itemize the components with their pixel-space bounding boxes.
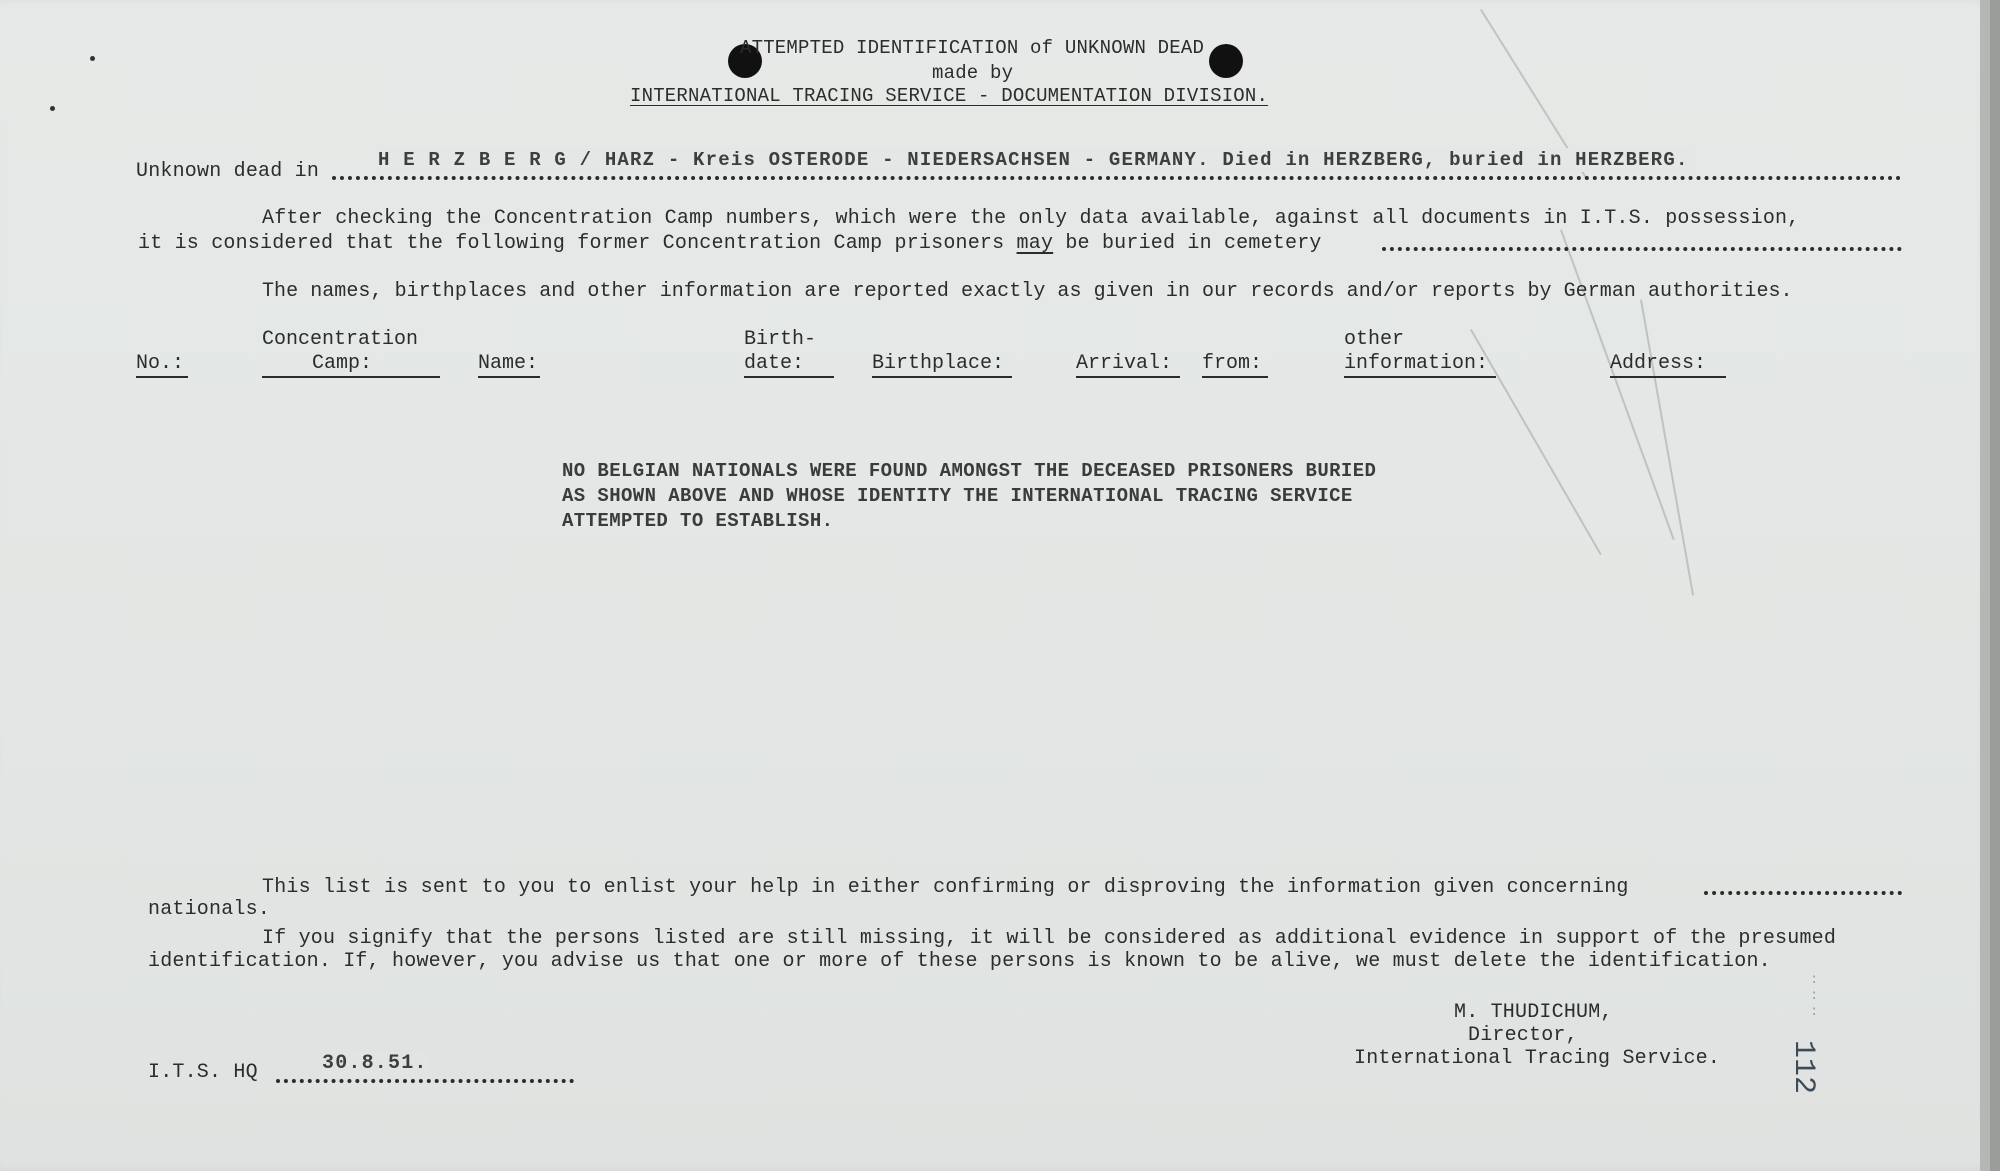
signature-organization: International Tracing Service. <box>1354 1047 1721 1070</box>
sheet-edge <box>1980 0 1990 1171</box>
paragraph-checking-text-a: it is considered that the following former Concentration Camp prisoners <box>138 232 1017 255</box>
unknown-dead-dotted-line <box>332 172 1902 180</box>
column-header-camp-bottom: Camp: <box>312 352 373 375</box>
doc-title-organization: INTERNATIONAL TRACING SERVICE - DOCUMENTATION DIVISION. <box>630 85 1269 107</box>
unknown-dead-location: H E R Z B E R G / HARZ - Kreis OSTERODE - NIEDERSACHSEN - GERMANY. Died in HERZBERG, buried in HERZBERG. <box>378 149 1689 171</box>
column-underline-from <box>1202 376 1268 378</box>
notice-line-1: NO BELGIAN NATIONALS WERE FOUND AMONGST THE DECEASED PRISONERS BURIED <box>562 460 1377 482</box>
paper-speck <box>90 56 95 61</box>
column-underline-arrival <box>1076 376 1180 378</box>
paper-crack <box>1560 229 1675 540</box>
column-header-birthdate-top: Birth- <box>744 328 817 351</box>
column-header-birthdate-bottom: date: <box>744 352 805 375</box>
doc-title: ATTEMPTED IDENTIFICATION of UNKNOWN DEAD <box>740 37 1205 59</box>
page-number-stamp: 112 <box>1786 1040 1820 1095</box>
column-header-other-top: other <box>1344 328 1405 351</box>
column-underline-birthdate <box>744 376 834 378</box>
signature-title: Director, <box>1468 1024 1578 1047</box>
paragraph-checking-line2 <box>138 232 1322 256</box>
column-header-from: from: <box>1202 352 1263 375</box>
closing-line-4: identification. If, however, you advise us that one or more of these persons is known to be alive, we must delete the identification. <box>148 950 1771 973</box>
unknown-dead-label: Unknown dead in <box>136 160 320 183</box>
column-header-camp-top: Concentration <box>262 328 419 351</box>
column-header-arrival: Arrival: <box>1076 352 1173 375</box>
paragraph-names-note: The names, birthplaces and other information are reported exactly as given in our records and/or reports by German authorities. <box>262 280 1793 303</box>
column-underline-birthplace <box>872 376 1012 378</box>
notice-line-2: AS SHOWN ABOVE AND WHOSE IDENTITY THE INTERNATIONAL TRACING SERVICE <box>562 485 1353 507</box>
paragraph-checking-line1: After checking the Concentration Camp numbers, which were the only data available, against all documents in I.T.S. possession, <box>262 207 1800 230</box>
no-belgian-nationals-notice <box>562 459 1462 534</box>
footer-hq-label: I.T.S. HQ <box>148 1061 258 1084</box>
column-header-birthplace: Birthplace: <box>872 352 1005 375</box>
footer-date: 30.8.51. <box>322 1052 428 1075</box>
column-header-address: Address: <box>1610 352 1707 375</box>
doc-title-made-by: made by <box>932 62 1014 84</box>
closing-line-1: This list is sent to you to enlist your help in either confirming or disproving the information given concerning <box>262 876 1629 899</box>
column-header-other-bottom: information: <box>1344 352 1489 375</box>
punch-hole-right <box>1209 44 1243 78</box>
column-underline-address <box>1610 376 1726 378</box>
paper-crack <box>1640 300 1694 596</box>
column-underline-no <box>136 376 188 378</box>
margin-marks: : : : <box>1810 972 1819 1020</box>
paragraph-checking-may: may <box>1016 232 1054 255</box>
column-underline-camp <box>262 376 440 378</box>
signature-name: M. THUDICHUM, <box>1454 1001 1613 1024</box>
paper-speck <box>50 106 55 111</box>
column-header-name: Name: <box>478 352 539 375</box>
footer-dotted-line <box>276 1075 574 1083</box>
column-underline-other <box>1344 376 1496 378</box>
closing-line-3: If you signify that the persons listed are still missing, it will be considered as additional evidence in support of the presumed <box>262 927 1837 950</box>
column-underline-name <box>478 376 540 378</box>
cemetery-dotted-line <box>1382 243 1902 251</box>
paper-crack <box>1470 329 1602 555</box>
nationality-dotted-line <box>1704 887 1902 895</box>
column-header-no: No.: <box>136 352 185 375</box>
closing-line-2: nationals. <box>148 898 271 921</box>
notice-line-3: ATTEMPTED TO ESTABLISH. <box>562 510 834 532</box>
paragraph-checking-text-b: be buried in cemetery <box>1053 232 1322 255</box>
